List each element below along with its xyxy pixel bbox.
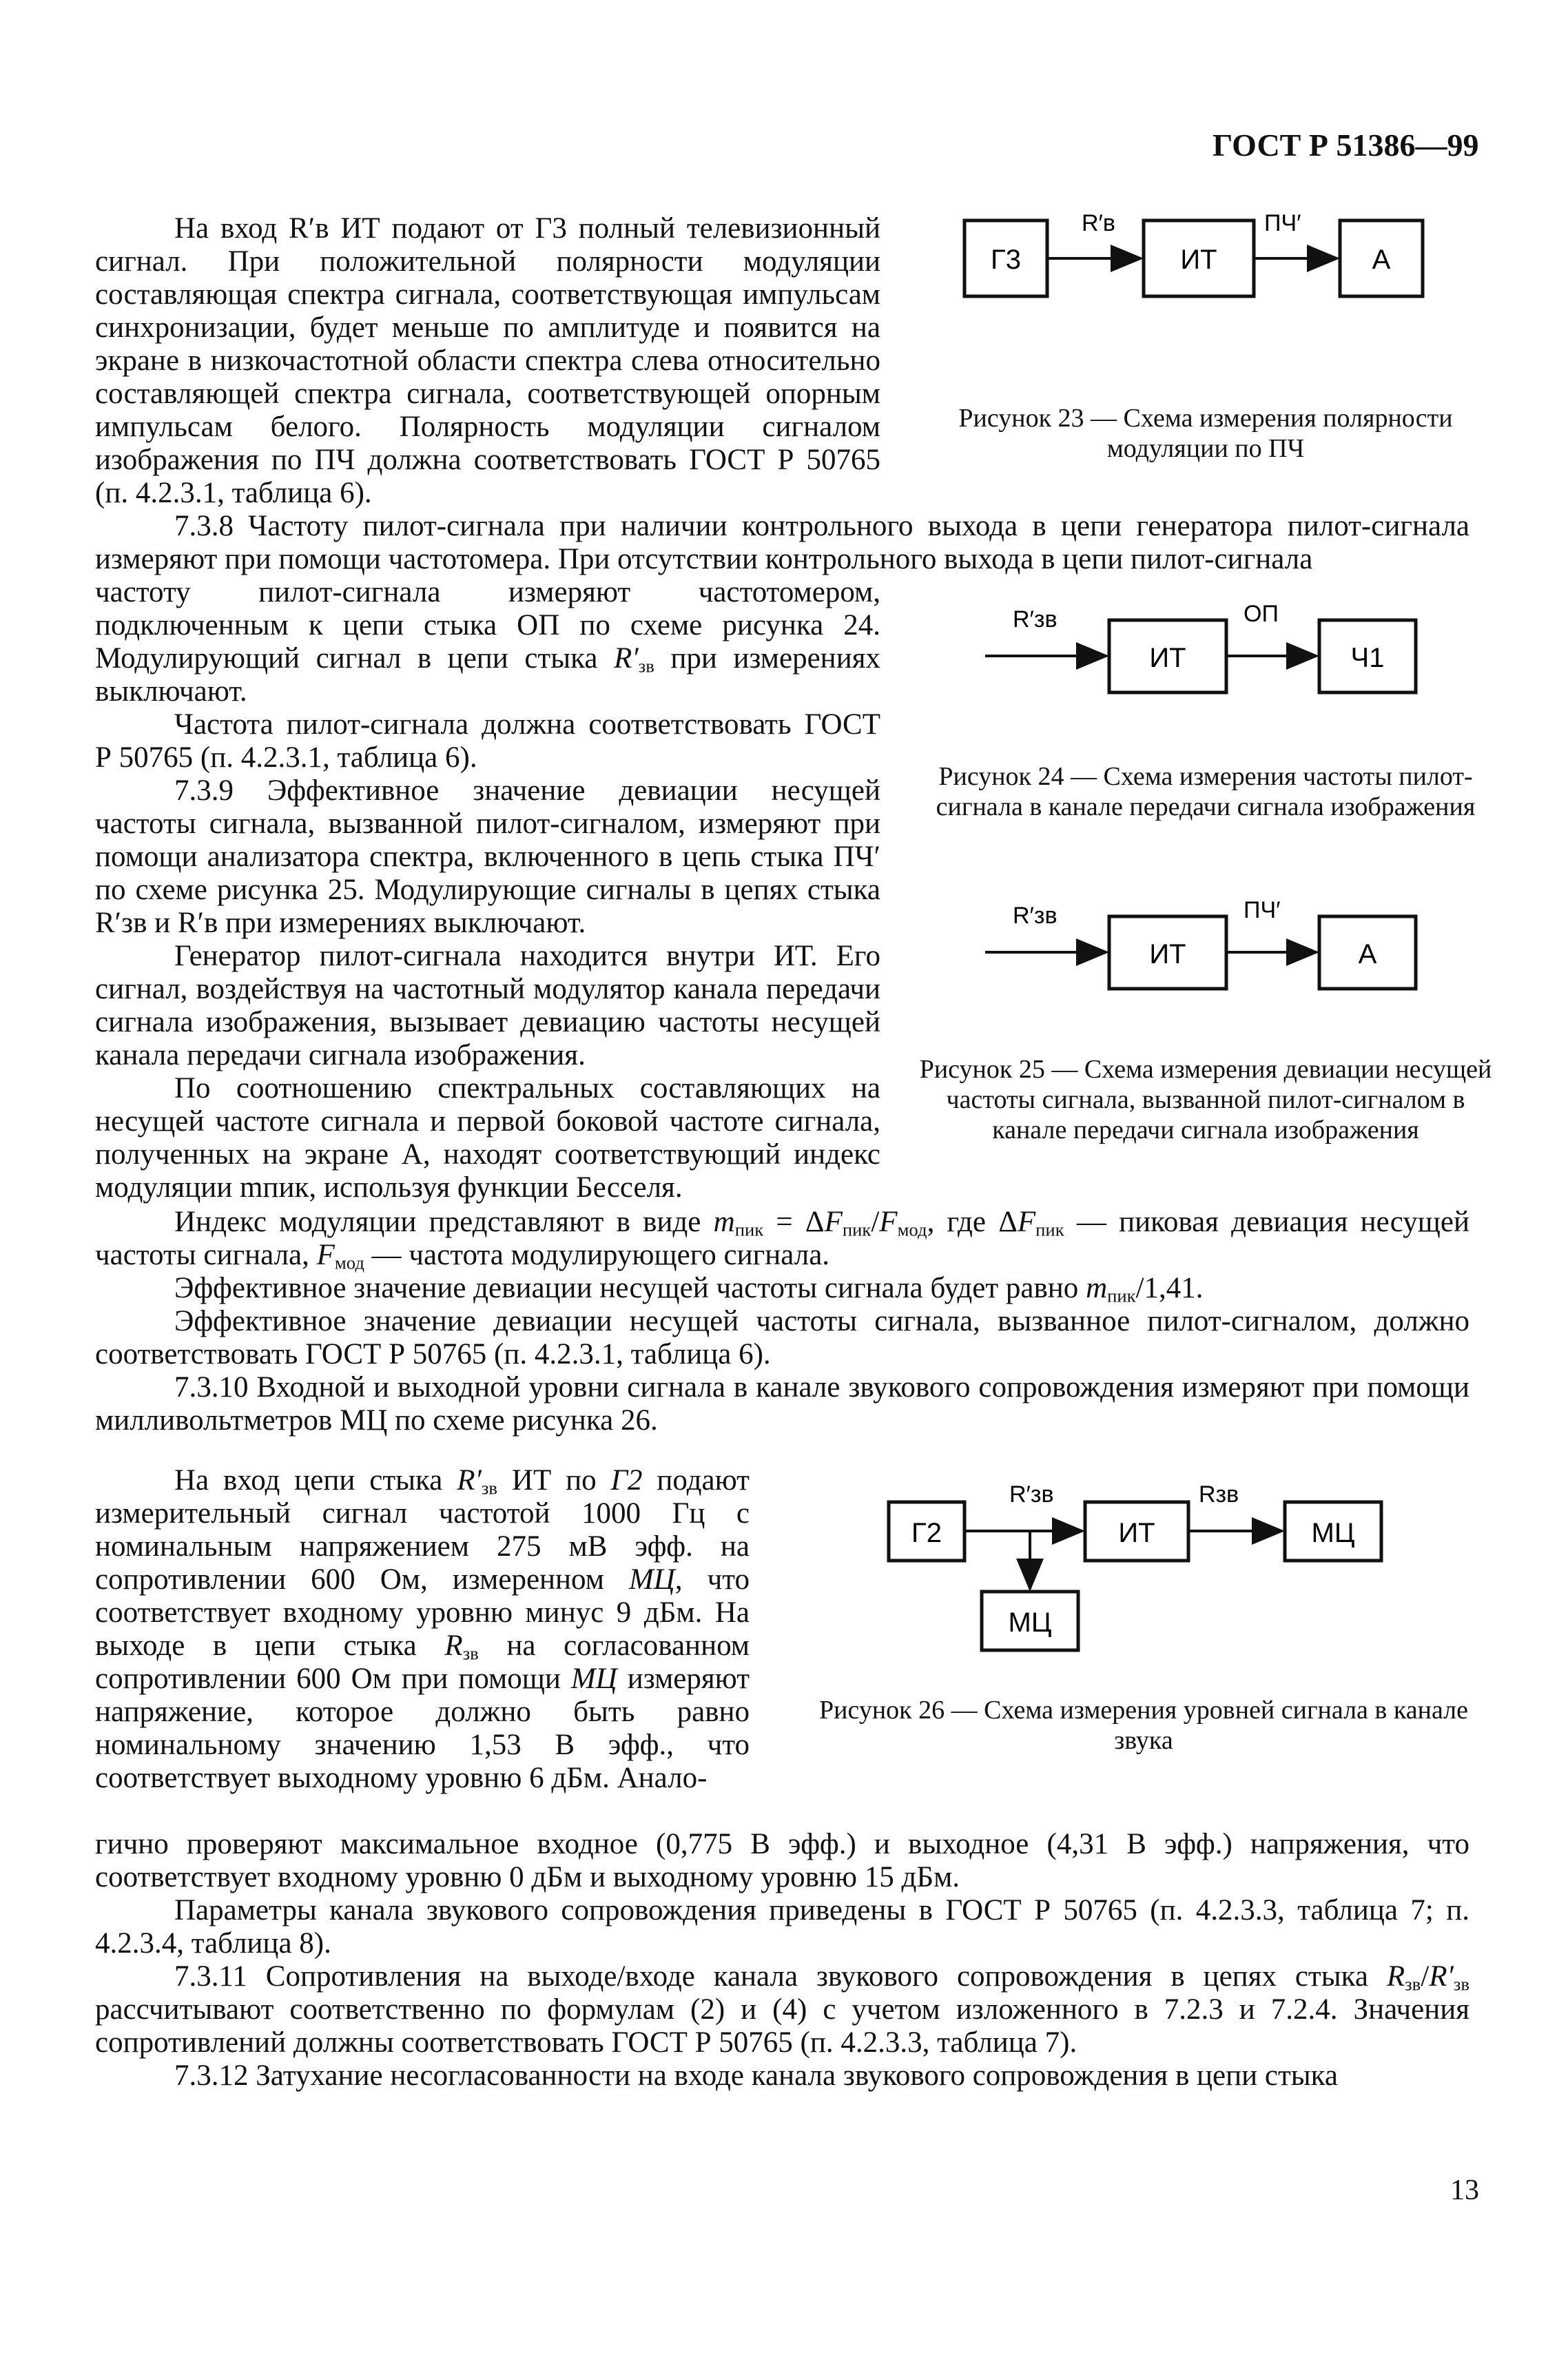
block-mc-out-label: МЦ <box>1311 1518 1355 1548</box>
figure-24-caption: Рисунок 24 — Схема измерения частоты пилот-сигнала в канале передачи сигнала изображения <box>936 762 1476 821</box>
label-pch: ПЧ′ <box>1264 210 1301 236</box>
block-a-label: А <box>1372 245 1391 275</box>
text-block-1 <box>95 212 880 510</box>
label-op: ОП <box>1244 601 1279 627</box>
label-rzv: R′зв <box>1013 606 1058 633</box>
paragraph-7: Индекс модуляции представляют в виде $m_{пик} = \Delta F_{пик}/F_{мод}$, где $\Delta F_{пик}$ — пиковая девиация несущей частоты сигнала, $F_{мод}$ — частота модулирующего сигнала. <box>95 1206 1469 1273</box>
block-a-label: А <box>1358 939 1377 969</box>
paragraph-2-start: 7.3.8 Частоту пилот-сигнала при наличии контрольного выхода в цепи генератора пилот-сигнала измеряют при помощи частотомера. При отсутствии контрольного выхода в цепи пилот-сигнала <box>95 510 1469 575</box>
page-number: 13 <box>1450 2175 1479 2206</box>
block-mc-in-label: МЦ <box>1008 1607 1052 1638</box>
figure-23-caption: Рисунок 23 — Схема измерения полярности модуляции по ПЧ <box>958 404 1453 463</box>
block-g2-label: Г2 <box>911 1518 942 1548</box>
paragraph-3: Частота пилот-сигнала должна соответствовать ГОСТ Р 50765 (п. 4.2.3.1, таблица 6). <box>95 708 880 774</box>
paragraph-12: Параметры канала звукового сопровождения приведены в ГОСТ Р 50765 (п. 4.2.3.3, таблица 7; п. 4.2.3.4, таблица 8). <box>95 1894 1469 1960</box>
text-block-2b <box>95 576 880 1204</box>
text-block-3 <box>95 1206 1469 1437</box>
paragraph-8: Эффективное значение девиации несущей частоты сигнала будет равно $m_{пик}/1,41$. <box>174 1272 1204 1306</box>
paragraph-2-cont: частоту пилот-сигнала измеряют частотомером, подключенным к цепи стыка ОП по схеме рисунка 24. Модулирующий сигнал в цепи стыка $R'_{зв}$ при измерениях выключают. <box>95 576 880 708</box>
block-it-label: ИТ <box>1149 939 1186 969</box>
block-g3-label: Г3 <box>991 245 1021 275</box>
label-rzv-out: Rзв <box>1199 1481 1239 1508</box>
label-rv: R′в <box>1082 210 1115 236</box>
paragraph-1: На вход R′в ИТ подают от Г3 полный телевизионный сигнал. При положительной полярности модуляции составляющая спектра сигнала, соответствующая импульсам синхронизации, будет меньше по амплитуде и появится на экране в низкочастотной области спектра слева относительно составляющей спектра сигнала, соответствующей опорным импульсам белого. Полярность модуляции сигналом изображения по ПЧ должна соответствовать ГОСТ Р 50765 (п. 4.2.3.1, таблица 6). <box>95 212 880 509</box>
figure-24-diagram <box>971 593 1454 703</box>
block-it-label: ИТ <box>1118 1518 1155 1548</box>
block-it-label: ИТ <box>1180 245 1217 275</box>
block-ch1-label: Ч1 <box>1350 643 1385 673</box>
text-block-2a <box>95 510 1469 576</box>
page-header: ГОСТ Р 51386—99 <box>1213 127 1479 163</box>
figure-25-caption: Рисунок 25 — Схема измерения девиации несущей частоты сигнала, вызванной пилот-сигналом в канале передачи сигнала изображения <box>919 1055 1492 1144</box>
label-pch: ПЧ′ <box>1244 897 1281 923</box>
figure-26-diagram <box>861 1474 1385 1661</box>
block-it-label: ИТ <box>1149 643 1186 673</box>
paragraph-13: 7.3.11 Сопротивления на выходе/входе канала звукового сопровождения в цепях стыка $R_{зв}/R'_{зв}$ рассчитывают соответственно по формулам (2) и (4) с учетом изложенного в 7.2.3 и 7.2.4. Значения сопротивлений должны соответствовать ГОСТ Р 50765 (п. 4.2.3.3, таблица 7). <box>95 1960 1469 2059</box>
text-block-4 <box>95 1464 750 1795</box>
paragraph-4: 7.3.9 Эффективное значение девиации несущей частоты сигнала, вызванной пилот-сигналом, измеряют при помощи анализатора спектра, включенного в цепь стыка ПЧ′ по схеме рисунка 25. Модулирующие сигналы в цепях стыка R′зв и R′в при измерениях выключают. <box>95 774 880 939</box>
paragraph-11-start: На вход цепи стыка $R'_{зв}$ ИТ по Г2 подают измерительный сигнал частотой 1000 Гц с номинальным напряжением 275 мВ эфф. на сопротивлении 600 Ом, измеренном МЦ, что соответствует входному уровню минус 9 дБм. На выходе в цепи стыка $R_{зв}$ на согласованном сопротивлении 600 Ом при помощи МЦ измеряют напряжение, которое должно быть равно номинальному значению 1,53 В эфф., что соответствует выходному уровню 6 дБм. Анало- <box>95 1464 750 1794</box>
paragraph-10: 7.3.10 Входной и выходной уровни сигнала в канале звукового сопровождения измеряют при помощи милливольтметров МЦ по схеме рисунка 26. <box>95 1371 1469 1437</box>
figure-25-diagram <box>971 889 1454 999</box>
label-rzv: R′зв <box>1013 903 1058 929</box>
figure-26-caption: Рисунок 26 — Схема измерения уровней сигнала в канале звука <box>819 1696 1468 1755</box>
paragraph-11-end: гично проверяют максимальное входное (0,775 В эфф.) и выходное (4,31 В эфф.) напряжения, что соответствует входному уровню 0 дБм и выходному уровню 15 дБм. <box>95 1828 1469 1893</box>
text-block-5 <box>95 1828 1469 2093</box>
paragraph-14: 7.3.12 Затухание несогласованности на входе канала звукового сопровождения в цепи стыка <box>174 2059 1338 2092</box>
label-rzv-in: R′зв <box>1009 1481 1054 1508</box>
paragraph-9: Эффективное значение девиации несущей частоты сигнала, вызванное пилот-сигналом, должно соответствовать ГОСТ Р 50765 (п. 4.2.3.1, таблица 6). <box>95 1305 1469 1370</box>
paragraph-5: Генератор пилот-сигнала находится внутри ИТ. Его сигнал, воздействуя на частотный модулятор канала передачи сигнала изображения, вызывает девиацию частоты несущей канала передачи сигнала изображения. <box>95 940 880 1071</box>
figure-23-diagram <box>951 200 1433 317</box>
paragraph-6: По соотношению спектральных составляющих на несущей частоте сигнала и первой боковой частоте сигнала, полученных на экране А, находят соответствующий индекс модуляции mпик, используя функции Бесселя. <box>95 1072 880 1204</box>
